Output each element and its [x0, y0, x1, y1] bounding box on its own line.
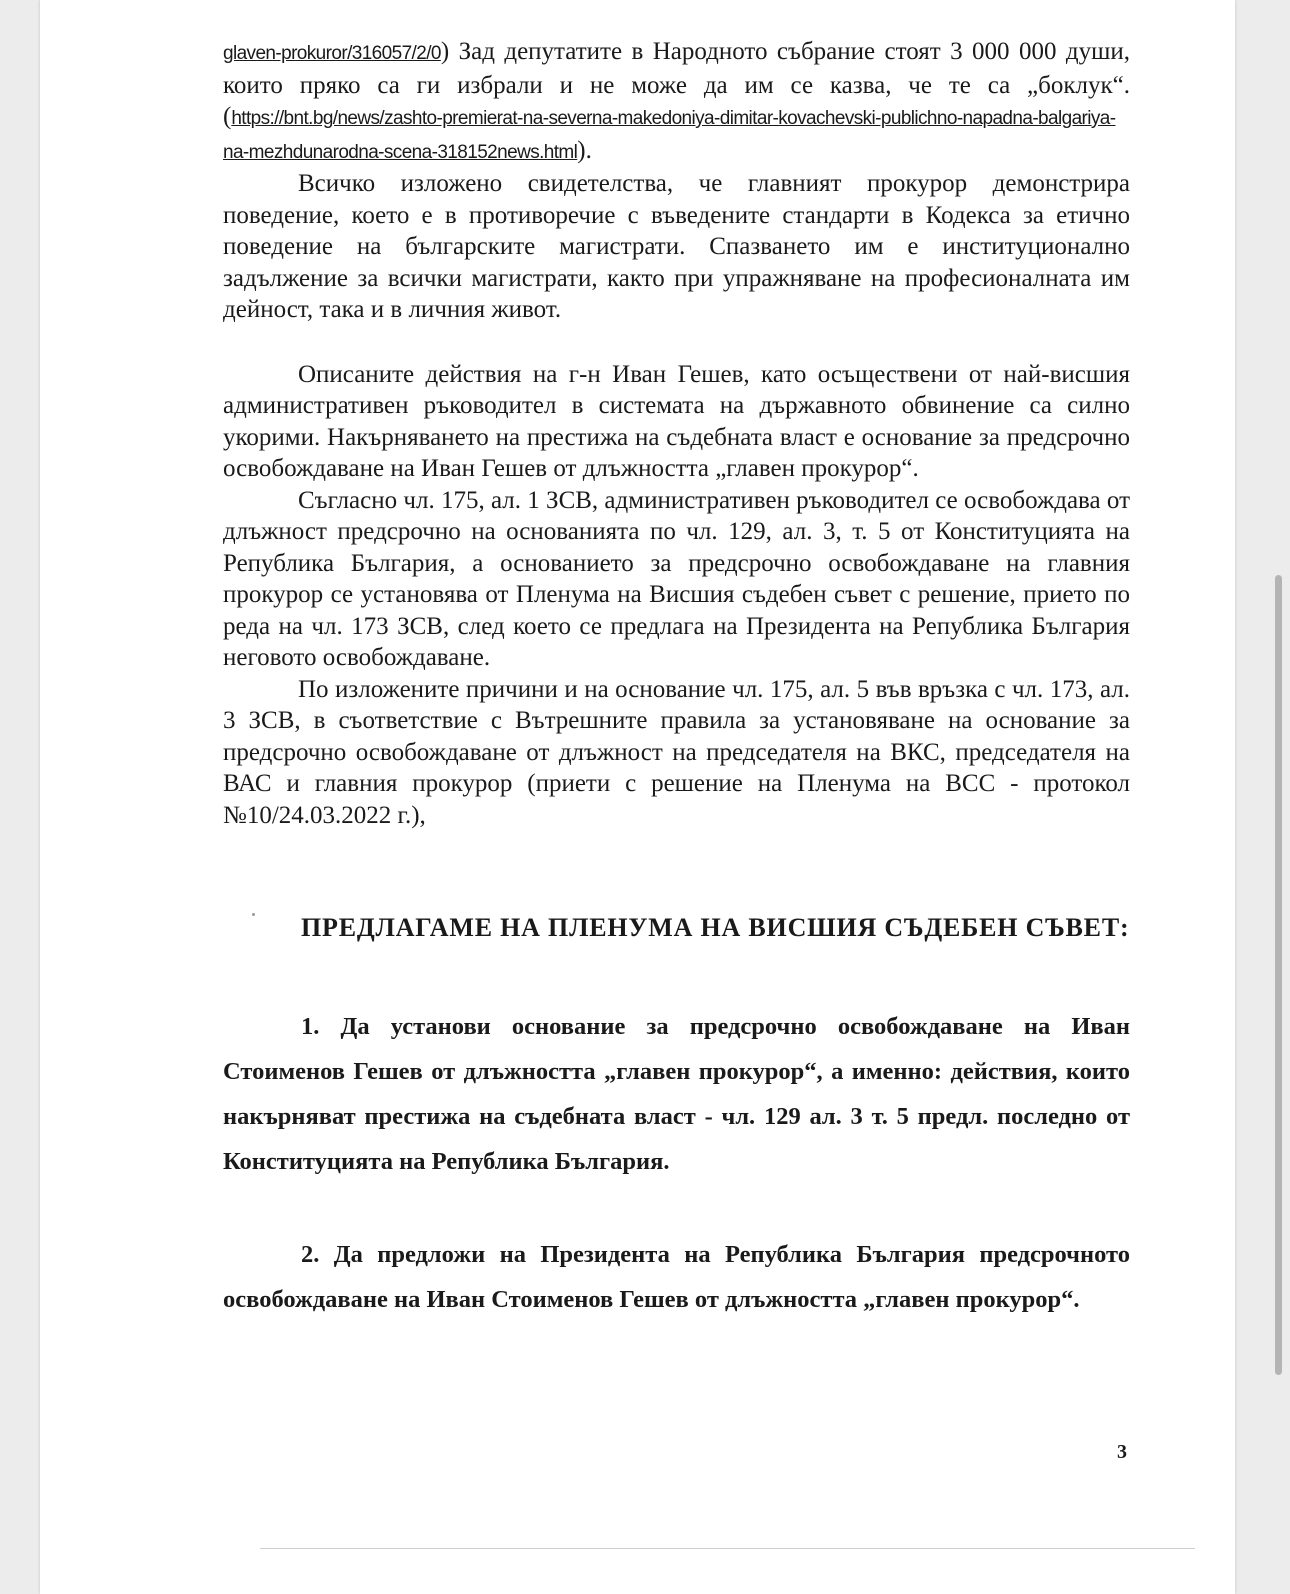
source-link-bnt[interactable]: https://bnt.bg/news/zashto-premierat-na-severna-makedoniya-dimitar-kovachevski-publichno-napadna-balgariya-na-mezhdunarodna-scena-318152news.html [223, 108, 1116, 163]
proposal-item-2: 2. Да предложи на Президента на Република България предсрочното освобождаване на Иван Стоименов Гешев от длъжността „главен прокурор“. [223, 1241, 1130, 1313]
document-page [40, 0, 1235, 1594]
proposal-item-1: 1. Да установи основание за предсрочно освобождаване на Иван Стоименов Гешев от длъжността „главен прокурор“, а именно: действия, които накърняват престижа на съдебната власт - чл. 129 ал. 3 т. 5 предл. последно от Конституцията на Република България. [223, 1013, 1130, 1175]
page-number: 3 [1117, 1441, 1127, 1463]
paragraph-sources-end: ). [577, 136, 592, 164]
page-bottom-edge [260, 1548, 1195, 1549]
scan-speck [252, 913, 255, 916]
paragraph-ethics: Всичко изложено свидетелства, че главният прокурор демонстрира поведение, което е в противоречие с въведените стандарти в Кодекса за етично поведение на българските магистрати. Спазването им е институционално задължение за всички магистрати, както при упражняване на професионалната им дейност, така и в личния живот. [223, 170, 1130, 323]
paragraph-reasons: По изложените причини и на основание чл. 175, ал. 5 във връзка с чл. 173, ал. 3 ЗСВ, в съответствие с Вътрешните правила за установяване на основание за предсрочно освобождаване от длъжност на председателя на ВКС, председателя на ВАС и главния прокурор (приети с решение на Пленума на ВСС - протокол №10/24.03.2022 г.), [223, 675, 1130, 829]
source-link-prokuror[interactable]: glaven-prokuror/316057/2/0 [223, 43, 441, 64]
paragraph-sources-text: ) Зад депутатите в Народното събрание стоят 3 000 000 души, които пряко са ги избрали и не може да им се казва, че те са „боклук“.( [223, 38, 1130, 130]
proposal-heading: ПРЕДЛАГАМЕ НА ПЛЕНУМА НА ВИСШИЯ СЪДЕБЕН СЪВЕТ: [301, 913, 1130, 942]
page-content [223, 36, 1130, 1322]
scrollbar-thumb[interactable] [1275, 575, 1282, 1375]
paragraph-actions: Описаните действия на г-н Иван Гешев, като осъществени от най-висшия административен ръководител в системата на държавното обвинение са силно укорими. Накърняването на престижа на съдебната власт е основание за предсрочно освобождаване на Иван Гешев от длъжността „главен прокурор“. [223, 360, 1130, 482]
paragraph-sources [223, 36, 1130, 168]
paragraph-legal-basis: Съгласно чл. 175, ал. 1 ЗСВ, административен ръководител се освобождава от длъжност предсрочно на основанията по чл. 129, ал. 3, т. 5 от Конституцията на Република България, а основанието за предсрочно освобождаване на главния прокурор се установява от Пленума на Висшия съдебен съвет с решение, прието по реда на чл. 173 ЗСВ, след което се предлага на Президента на Република България неговото освобождаване. [223, 486, 1130, 671]
